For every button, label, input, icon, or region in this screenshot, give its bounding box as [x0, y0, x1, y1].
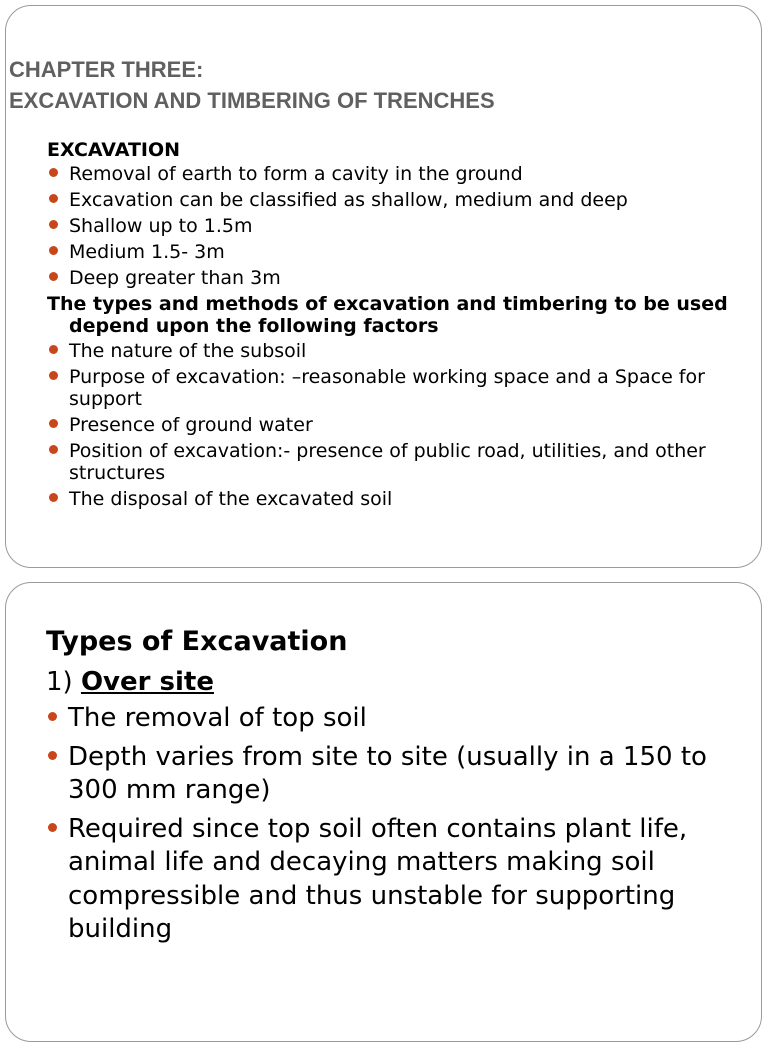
list-item	[47, 215, 737, 237]
slide-body	[46, 622, 736, 952]
slide-types-of-excavation	[5, 582, 762, 1042]
excavation-bullet-list	[47, 163, 737, 289]
list-item	[47, 488, 737, 510]
list-item-text: Depth varies from site to site (usually in a 150 to 300 mm range)	[68, 741, 707, 805]
factors-bullet-list	[47, 340, 737, 510]
list-item-text: Required since top soil often contains plant life, animal life and decaying matters making soil compressible and thus unstable for supporting building	[68, 813, 688, 944]
list-item	[47, 440, 737, 484]
list-item	[46, 702, 736, 736]
list-item-text: The removal of top soil	[68, 703, 367, 733]
bullet-dot-icon	[48, 823, 57, 832]
bullet-dot-icon	[48, 712, 57, 721]
bullet-dot-icon	[49, 194, 58, 203]
bullet-dot-icon	[49, 445, 58, 454]
list-item	[47, 340, 737, 362]
list-item	[47, 241, 737, 263]
list-item-text: Position of excavation:- presence of public road, utilities, and other structures	[69, 440, 706, 484]
list-item-text: Shallow up to 1.5m	[69, 215, 253, 237]
list-item-text: The nature of the subsoil	[69, 340, 307, 362]
list-item-text: Presence of ground water	[69, 414, 313, 436]
bullet-dot-icon	[49, 419, 58, 428]
list-item	[46, 741, 736, 808]
section-heading	[46, 662, 736, 702]
factors-heading: The types and methods of excavation and timbering to be used depend upon the following factors	[47, 293, 728, 337]
bullet-dot-icon	[49, 246, 58, 255]
list-item-text: Medium 1.5- 3m	[69, 241, 225, 263]
bullet-dot-icon	[49, 371, 58, 380]
list-item-text: Removal of earth to form a cavity in the ground	[69, 163, 523, 185]
types-heading: Types of Excavation	[46, 626, 348, 657]
list-item	[47, 267, 737, 289]
slide-title	[9, 54, 495, 116]
bullet-dot-icon	[49, 220, 58, 229]
excavation-heading: EXCAVATION	[47, 139, 181, 161]
list-item-text: The disposal of the excavated soil	[69, 488, 393, 510]
slide-body	[47, 137, 737, 514]
bullet-dot-icon	[48, 751, 57, 760]
section-number: 1)	[46, 667, 81, 697]
list-item	[46, 813, 736, 947]
list-item-text: Purpose of excavation: –reasonable working space and a Space for support	[69, 366, 705, 410]
over-site-bullet-list	[46, 702, 736, 947]
bullet-dot-icon	[49, 272, 58, 281]
section-title: Over site	[80, 667, 214, 697]
bullet-dot-icon	[49, 168, 58, 177]
slide-chapter-three	[5, 5, 762, 568]
list-item	[47, 189, 737, 211]
title-line-1: CHAPTER THREE:	[9, 57, 204, 82]
list-item	[47, 366, 737, 410]
title-line-2: EXCAVATION AND TIMBERING OF TRENCHES	[9, 88, 495, 113]
bullet-dot-icon	[49, 345, 58, 354]
bullet-dot-icon	[49, 493, 58, 502]
list-item-text: Excavation can be classified as shallow, medium and deep	[69, 189, 628, 211]
list-item	[47, 163, 737, 185]
list-item	[47, 414, 737, 436]
list-item-text: Deep greater than 3m	[69, 267, 281, 289]
